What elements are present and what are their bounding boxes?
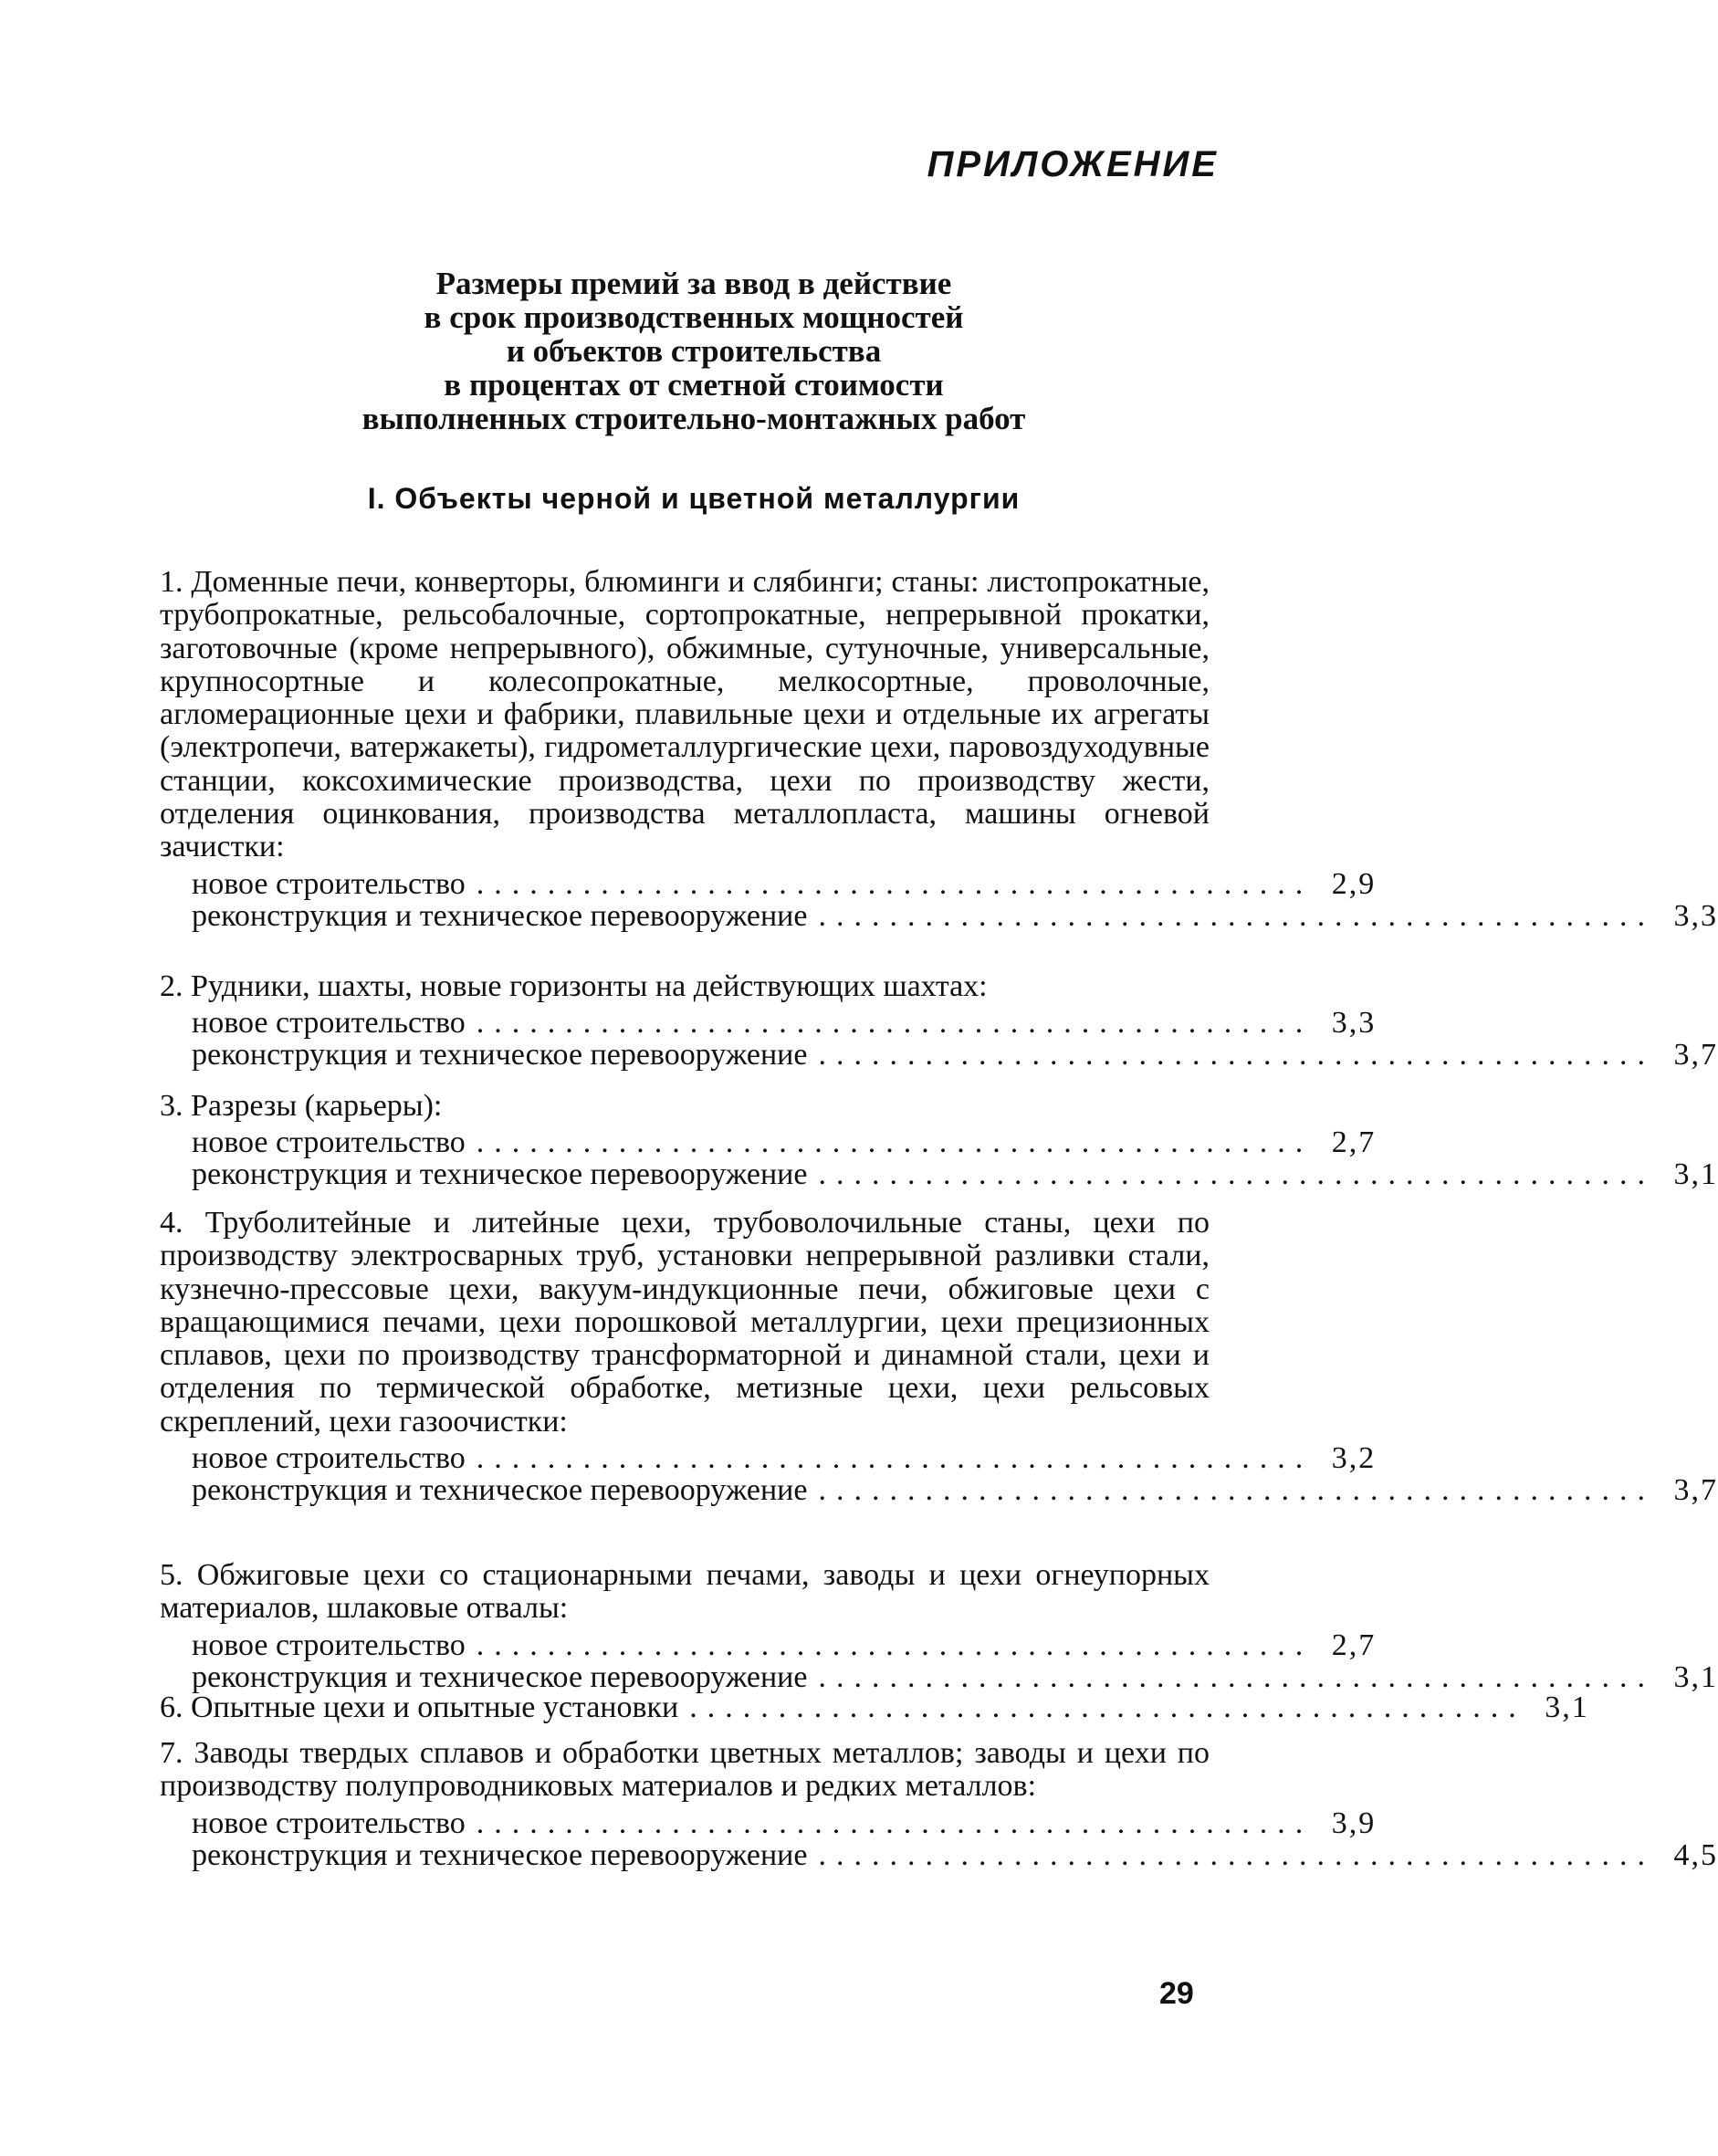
appendix-label: ПРИЛОЖЕНИЕ [927, 144, 1219, 184]
dot-leader: ............................................... [476, 1006, 1314, 1041]
rate-row-reconstruction [192, 1473, 1718, 1508]
row-label: новое строительство [192, 1125, 466, 1160]
row-label: реконструкция и техническое перевооружение [192, 1473, 808, 1508]
rate-row-reconstruction [192, 1659, 1718, 1694]
list-item-7 [160, 1736, 1718, 1872]
rate-value: 3,3 [1673, 898, 1718, 933]
rate-row-new [192, 866, 1377, 901]
document-title [274, 267, 1114, 435]
title-line: и объектов строительства [506, 333, 882, 369]
dot-leader: ............................................... [818, 1157, 1655, 1192]
row-label: реконструкция и техническое перевооружение [192, 1837, 808, 1872]
rate-value: 3,2 [1331, 1441, 1377, 1476]
rate-value: 3,1 [1673, 1157, 1718, 1192]
rate-row-new [192, 1441, 1377, 1476]
rate-value: 2,7 [1331, 1627, 1377, 1662]
dot-leader: ............................................... [689, 1690, 1526, 1724]
rate-row-reconstruction [192, 1157, 1718, 1192]
dot-leader: ............................................... [818, 1038, 1655, 1073]
rate-row-reconstruction [192, 1038, 1718, 1073]
row-label: новое строительство [192, 1006, 466, 1041]
item-text: 5. Обжиговые цехи со стационарными печами, заводы и цехи огнеупорных материалов, шлаковые отвалы: [160, 1558, 1210, 1626]
rate-row-reconstruction [192, 1837, 1718, 1872]
title-line: в срок производственных мощностей [424, 299, 964, 335]
item-text: 2. Рудники, шахты, новые горизонты на действующих шахтах: [160, 969, 988, 1003]
rate-value: 3,7 [1673, 1473, 1718, 1508]
dot-leader: ............................................... [818, 1473, 1655, 1508]
rate-row-new [192, 1125, 1377, 1160]
rate-row-new [192, 1006, 1377, 1041]
dot-leader: ............................................... [818, 1837, 1655, 1872]
item-text: 6. Опытные цехи и опытные установки [160, 1690, 679, 1724]
item-text: 3. Разрезы (карьеры): [160, 1089, 443, 1123]
list-item-3 [160, 1089, 1718, 1192]
rate-value: 3,3 [1331, 1006, 1377, 1041]
rate-row [160, 1690, 1589, 1724]
dot-leader: ............................................... [476, 1805, 1314, 1840]
rate-value: 2,9 [1331, 866, 1377, 901]
list-item-5 [160, 1558, 1718, 1694]
list-item-6 [160, 1690, 1589, 1724]
dot-leader: ............................................... [476, 1627, 1314, 1662]
rate-value: 4,5 [1673, 1837, 1718, 1872]
title-line: выполненных строительно-монтажных работ [361, 401, 1026, 436]
row-label: реконструкция и техническое перевооружение [192, 898, 808, 933]
row-label: новое строительство [192, 1627, 466, 1662]
rate-row-new [192, 1627, 1377, 1662]
row-label: новое строительство [192, 1805, 466, 1840]
item-text: 1. Доменные печи, конверторы, блюминги и слябинги; станы: листопрокатные, трубопрокатные, рельсобалочные, сортопрокатные, непрерывной прокатки, заготовочные (кроме непрерывного), обжимные, сутуночные, универсальные, крупносортные и колесопрокатные, мелкосортные, проволочные, агломерационные цехи и фабрики, плавильные цехи и отдельные их агрегаты (электропечи, ватержакеты), гидрометаллургические цехи, паровоздуходувные станции, коксохимические производства, цехи по производству жести, отделения оцинкования, производства металлопласта, машины огневой зачистки: [160, 565, 1210, 864]
rate-value: 3,1 [1673, 1659, 1718, 1694]
dot-leader: ............................................... [476, 866, 1314, 901]
row-label: реконструкция и техническое перевооружение [192, 1157, 808, 1192]
rate-value: 3,7 [1673, 1038, 1718, 1073]
row-label: реконструкция и техническое перевооружение [192, 1038, 808, 1073]
item-text: 4. Труболитейные и литейные цехи, трубоволочильные станы, цехи по производству электросварных труб, установки непрерывной разливки стали, кузнечно-прессовые цехи, вакуум-индукционные печи, обжиговые цехи с вращающимися печами, цехи порошковой металлургии, цехи прецизионных сплавов, цехи по производству трансформаторной и динамной стали, цехи и отделения по термической обработке, метизные цехи, цехи рельсовых скреплений, цехи газоочистки: [160, 1206, 1210, 1439]
rate-value: 3,9 [1331, 1805, 1377, 1840]
list-item-2 [160, 969, 1718, 1073]
dot-leader: ............................................... [476, 1125, 1314, 1160]
row-label: новое строительство [192, 866, 466, 901]
page-number: 29 [1159, 1976, 1194, 2011]
rate-value: 2,7 [1331, 1125, 1377, 1160]
list-item-1 [160, 565, 1718, 933]
title-line: Размеры премий за ввод в действие [435, 266, 952, 301]
dot-leader: ............................................... [818, 1659, 1655, 1694]
row-label: реконструкция и техническое перевооружение [192, 1659, 808, 1694]
rate-row-new [192, 1805, 1377, 1840]
section-heading: I. Объекты черной и цветной металлургии [367, 482, 1021, 515]
list-item-4 [160, 1206, 1718, 1508]
title-line: в процентах от сметной стоимости [444, 367, 944, 403]
dot-leader: ............................................... [818, 898, 1655, 933]
rate-value: 3,1 [1545, 1690, 1589, 1724]
rate-row-reconstruction [192, 898, 1718, 933]
item-text: 7. Заводы твердых сплавов и обработки цветных металлов; заводы и цехи по производству полупроводниковых материалов и редких металлов: [160, 1736, 1210, 1804]
dot-leader: ............................................... [476, 1441, 1314, 1476]
row-label: новое строительство [192, 1441, 466, 1476]
